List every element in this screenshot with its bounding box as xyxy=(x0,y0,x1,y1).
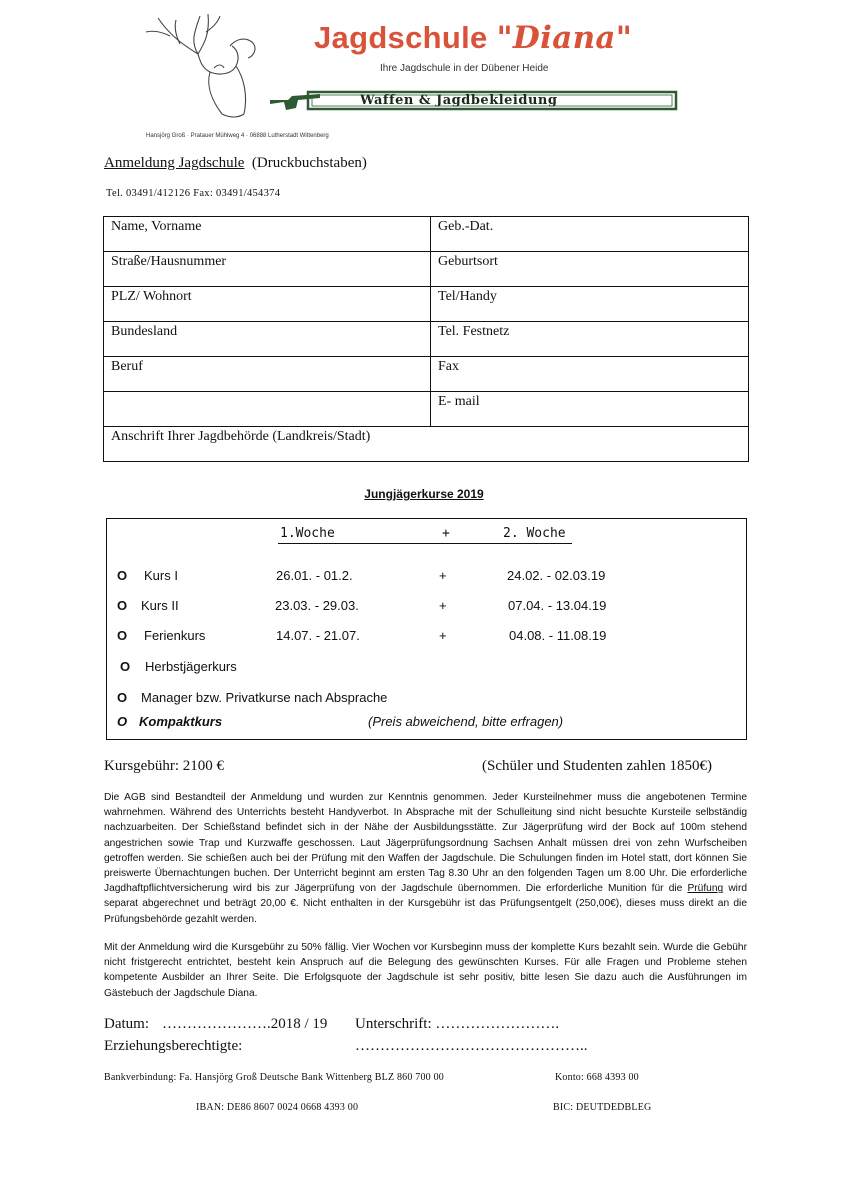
date-label: Datum: xyxy=(104,1016,149,1032)
terms-text-2: wird separat abgerechnet und beträgt 20,00 €. Nicht enthalten in der Kursgebühr ist das Prüfungsentgelt (250,00€), dieses muss direkt an die Prüfungsbehörde gezahlt werden. xyxy=(104,883,748,925)
birthplace-field[interactable]: Geburtsort xyxy=(431,252,749,287)
student-fee: (Schüler und Studenten zahlen 1850€) xyxy=(482,758,712,774)
form-row xyxy=(104,392,749,427)
registration-title-text: Anmeldung Jagdschule xyxy=(104,155,245,171)
manager-course-name: Manager bzw. Privatkurse nach Absprache xyxy=(141,690,388,705)
brand-script: "Diana" xyxy=(496,20,633,56)
course-1-week1: 26.01. - 01.2. xyxy=(276,568,353,583)
course-2-week1: 23.03. - 29.03. xyxy=(275,598,359,613)
course-2-checkbox[interactable]: O xyxy=(117,598,128,613)
birthdate-field[interactable]: Geb.-Dat. xyxy=(431,217,749,252)
form-row xyxy=(104,287,749,322)
courses-title xyxy=(0,487,848,501)
compact-course-name: Kompaktkurs xyxy=(139,714,223,729)
course-1-week2: 24.02. - 02.03.19 xyxy=(507,568,606,583)
street-field[interactable]: Straße/Hausnummer xyxy=(104,252,431,287)
landline-field[interactable]: Tel. Festnetz xyxy=(431,322,749,357)
registration-title xyxy=(104,155,367,172)
week-plus-header: + xyxy=(442,526,450,541)
brand-title xyxy=(314,20,632,56)
compact-course-note: (Preis abweichend, bitte erfragen) xyxy=(368,714,564,729)
guardian-label: Erziehungsberechtigte: xyxy=(104,1038,243,1054)
occupation-field[interactable]: Beruf xyxy=(104,357,431,392)
guardian-signature-field[interactable]: ……………………………………….. xyxy=(355,1038,588,1054)
payment-paragraph: Mit der Anmeldung wird die Kursgebühr zu 50% fällig. Vier Wochen vor Kursbeginn muss der komplette Kurs bezahlt sein. Wurde die Gebühr nicht fristgerecht entrichtet, besteht kein Anspruch auf die Belegung des gewünschten Kurses. Für alle Fragen und Probleme stehen kompetente Ausbilder an Ihrer Seite. Die Erfolgsquote der Jagdschule ist sehr positiv, bitte lesen Sie dazu auch die Ausführungen im Gästebuch der Jagdschule Diana. xyxy=(104,942,747,999)
form-row xyxy=(104,322,749,357)
fax-field[interactable]: Fax xyxy=(431,357,749,392)
terms-paragraph xyxy=(104,790,747,927)
personal-data-form xyxy=(103,216,749,462)
hunting-authority-field[interactable]: Anschrift Ihrer Jagdbehörde (Landkreis/Stadt) xyxy=(104,427,749,462)
week2-header: 2. Woche xyxy=(503,526,566,541)
form-row xyxy=(104,357,749,392)
bank-bic: BIC: DEUTDEDBLEG xyxy=(553,1102,652,1113)
course-1-checkbox[interactable]: O xyxy=(117,568,128,583)
registration-title-note: (Druckbuchstaben) xyxy=(251,155,367,171)
course-3-week2: 04.08. - 11.08.19 xyxy=(509,628,607,643)
autumn-course-name: Herbstjägerkurs xyxy=(145,659,237,674)
course-2-name: Kurs II xyxy=(141,598,179,613)
week-header-underline xyxy=(278,543,572,544)
brand-name: Jagdschule xyxy=(314,20,488,55)
zip-city-field[interactable]: PLZ/ Wohnort xyxy=(104,287,431,322)
bank-account: Konto: 668 4393 00 xyxy=(555,1072,639,1083)
course-3-plus: + xyxy=(439,628,447,643)
course-3-name: Ferienkurs xyxy=(144,628,206,643)
mobile-field[interactable]: Tel/Handy xyxy=(431,287,749,322)
terms-exam-underlined: Prüfung xyxy=(687,883,724,895)
autumn-course-checkbox[interactable]: O xyxy=(120,659,131,674)
week1-header: 1.Woche xyxy=(280,526,335,541)
email-field[interactable]: E- mail xyxy=(431,392,749,427)
manager-course-checkbox[interactable]: O xyxy=(117,690,128,705)
company-address: Hansjörg Groß · Pratauer Mühlweg 4 · 06888 Lutherstadt Wittenberg xyxy=(146,133,329,139)
bank-connection: Bankverbindung: Fa. Hansjörg Groß Deutsche Bank Wittenberg BLZ 860 700 00 xyxy=(104,1072,444,1083)
course-fee: Kursgebühr: 2100 € xyxy=(104,758,224,774)
blank-field[interactable] xyxy=(104,392,431,427)
bank-iban: IBAN: DE86 8607 0024 0668 4393 00 xyxy=(196,1102,359,1113)
weapons-clothing-label: Waffen & Jagdbekleidung xyxy=(360,93,558,108)
signature-field[interactable]: Unterschrift: ……………………. xyxy=(355,1016,560,1032)
courses-title-text: Jungjägerkurse 2019 xyxy=(364,487,484,501)
form-row xyxy=(104,252,749,287)
course-2-plus: + xyxy=(439,598,447,613)
course-3-checkbox[interactable]: O xyxy=(117,628,128,643)
contact-phone-fax: Tel. 03491/412126 Fax: 03491/454374 xyxy=(106,188,281,199)
state-field[interactable]: Bundesland xyxy=(104,322,431,357)
course-3-week1: 14.07. - 21.07. xyxy=(276,628,360,643)
brand-tagline: Ihre Jagdschule in der Dübener Heide xyxy=(380,63,549,74)
terms-text-1: Die AGB sind Bestandteil der Anmeldung und wurden zur Kenntnis genommen. Jeder Kursteilnehmer muss die angebotenen Termine wahrnehmen. Während des Unterrichts besteht Handyverbot. In Absprache mit der Schulleitung sind nicht besuchte Kursteile selbständig nachzuarbeiten. Der Schießstand befindet sich in der Nähe der Ausbildungsstätte. Zur Jägerprüfung wird der Bock auf 100m stehend angestrichen sowie Trap und Kurzwaffe geschossen. Laut Jägerprüfungsordnung Sachsen Anhalt müssen drei von zehn Wurfscheiben getroffen werden. Sie schießen auch bei der Prüfung mit den Waffen der Jagdschule. Die Schulungen finden im Hotel statt, dort können Sie preiswerte Übernachtungen buchen. Der Unterricht beginnt am ersten Tag 8.30 Uhr an den folgenden Tagen um 8.00 Uhr. Die erforderliche Jagdhaftpflichtversicherung wird bis zur Jägerprüfung von der Jagdschule übernommen. Die erforderliche Munition für die xyxy=(104,792,747,895)
date-field[interactable]: ………………….2018 / 19 xyxy=(162,1016,328,1032)
name-field[interactable]: Name, Vorname xyxy=(104,217,431,252)
course-1-name: Kurs I xyxy=(144,568,178,583)
form-row xyxy=(104,427,749,462)
form-row xyxy=(104,217,749,252)
compact-course-checkbox[interactable]: O xyxy=(117,714,128,729)
course-1-plus: + xyxy=(439,568,447,583)
course-2-week2: 07.04. - 13.04.19 xyxy=(508,598,607,613)
